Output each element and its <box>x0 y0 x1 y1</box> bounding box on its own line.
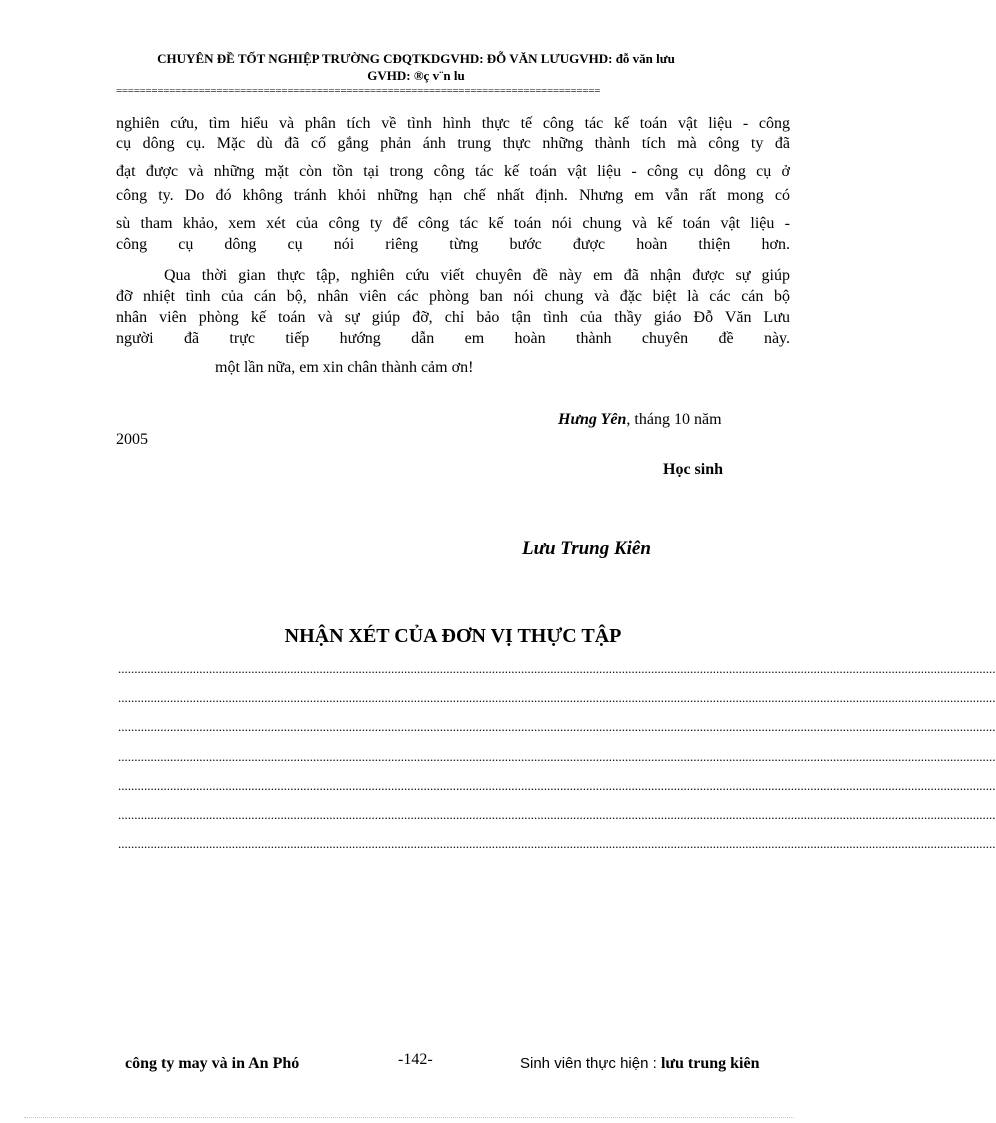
signature-date-rest: , tháng 10 năm <box>626 411 722 428</box>
assessment-dot-line: .............................................................................................................................................................................................................................................................................. <box>118 719 996 734</box>
header-rule: ================================================================================== <box>116 85 601 97</box>
page-number: -142- <box>398 1051 433 1068</box>
footer-author <box>520 1054 759 1074</box>
assessment-dot-line: .............................................................................................................................................................................................................................................................................. <box>118 690 996 705</box>
assessment-dot-line: .............................................................................................................................................................................................................................................................................. <box>118 836 996 851</box>
assessment-title: NHẬN XÉT CỦA ĐƠN VỊ THỰC TẬP <box>284 625 622 647</box>
body-line: cụ dông cụ. Mặc dù đã cố gắng phản ánh trung thực những thành tích mà công ty đã <box>116 135 790 152</box>
header-line-2: GVHD: ®ç v¨n lu <box>367 68 465 83</box>
thanks-line: một lần nữa, em xin chân thành cảm ơn! <box>215 359 474 376</box>
footer-author-label: Sinh viên thực hiện : <box>520 1055 661 1072</box>
footer-company: công ty may và in An Phó <box>125 1055 300 1072</box>
body-line: đạt được và những mặt còn tồn tại trong công tác kế toán vật liệu - công cụ dông cụ ở <box>116 163 790 180</box>
body-line: Qua thời gian thực tập, nghiên cứu viết chuyên đề này em đã nhận được sự giúp <box>164 267 790 284</box>
signature-name: Lưu Trung Kiên <box>522 538 651 559</box>
assessment-dot-line: .............................................................................................................................................................................................................................................................................. <box>118 661 996 676</box>
body-line: nhân viên phòng kế toán và sự giúp đỡ, chỉ bảo tận tình của thầy giáo Đỗ Văn Lưu <box>116 309 790 326</box>
signature-role: Học sinh <box>663 461 724 478</box>
body-line: đỡ nhiệt tình của cán bộ, nhân viên các phòng ban nói chung và đặc biệt là các cán bộ <box>116 288 790 305</box>
signature-date <box>558 410 722 430</box>
assessment-dot-line: .............................................................................................................................................................................................................................................................................. <box>118 749 996 764</box>
page-bottom-border <box>24 1117 794 1119</box>
body-line: công ty. Do đó không tránh khỏi những hạn chế nhất định. Nhưng em vẫn rất mong có <box>116 187 790 204</box>
body-line: người đã trực tiếp hướng dẫn em hoàn thành chuyên đề này. <box>116 330 790 347</box>
signature-year: 2005 <box>116 431 148 448</box>
body-line: nghiên cứu, tìm hiểu và phân tích về tình hình thực tế công tác kế toán vật liệu - công <box>116 115 790 132</box>
assessment-dot-line: .............................................................................................................................................................................................................................................................................. <box>118 778 996 793</box>
header-line-1: CHUYÊN ĐỀ TỐT NGHIỆP TRƯỜNG CĐQTKDGVHD: ĐỖ VĂN LƯUGVHD: đỗ văn lưu <box>157 51 675 66</box>
assessment-dot-line: .............................................................................................................................................................................................................................................................................. <box>118 807 996 822</box>
body-line: công cụ dông cụ nói riêng từng bước được hoàn thiện hơn. <box>116 236 790 253</box>
footer-author-name: lưu trung kiên <box>660 1055 760 1072</box>
signature-place: Hưng Yên <box>558 411 627 428</box>
body-line: sù tham khảo, xem xét của công ty để công tác kế toán nói chung và kế toán vật liệu - <box>116 215 790 232</box>
